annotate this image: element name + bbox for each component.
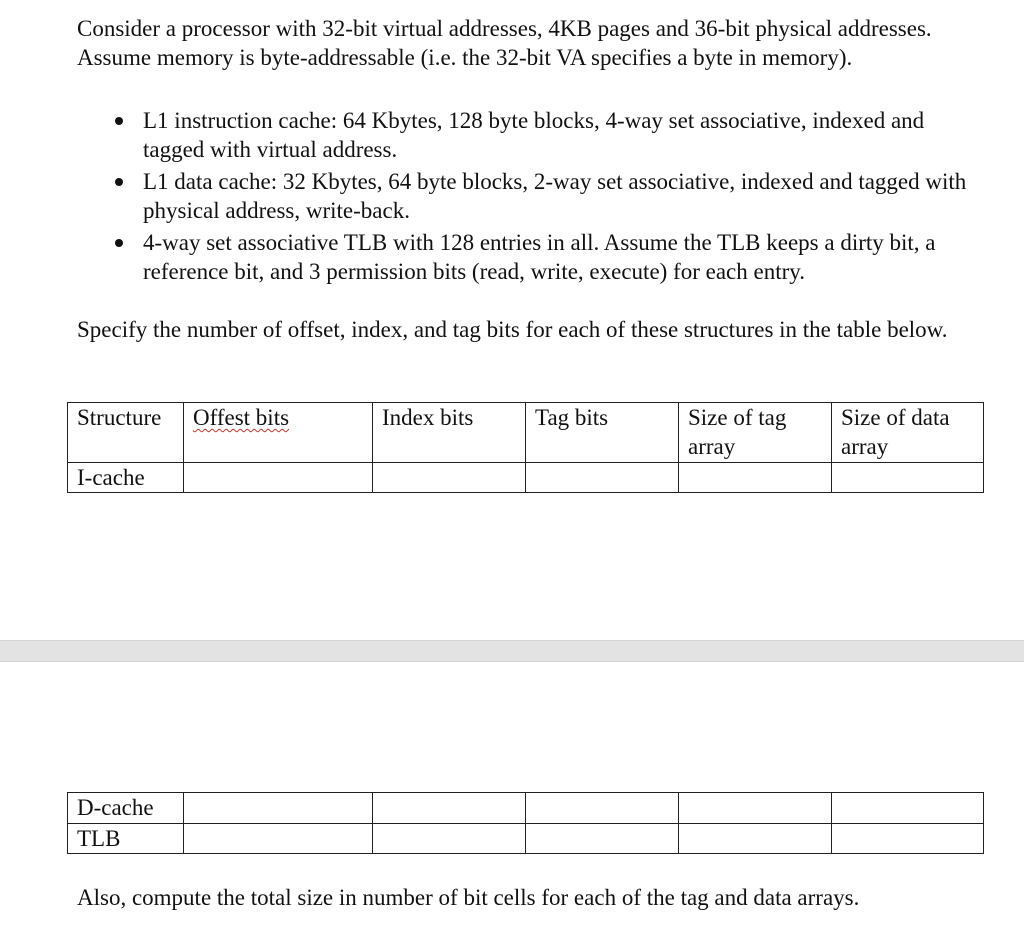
bullet-icon — [115, 239, 123, 247]
footer-paragraph: Also, compute the total size in number of bit cells for each of the tag and data arrays. — [77, 885, 860, 910]
list-item-icache: L1 instruction cache: 64 Kbytes, 128 byte blocks, 4-way set associative, indexed and tagged with virtual address. — [143, 108, 925, 162]
instructions-paragraph: Specify the number of offset, index, and tag bits for each of these structures in the table below. — [77, 317, 948, 342]
header-offset-bits-label: Offest bits — [193, 405, 290, 430]
header-index-bits: Index bits — [373, 403, 526, 463]
header-offset-bits — [184, 403, 373, 463]
bullet-icon — [115, 117, 123, 125]
tlb-data-array-cell[interactable] — [832, 824, 984, 854]
tlb-offset-cell[interactable] — [184, 824, 373, 854]
list-item-tlb: 4-way set associative TLB with 128 entries in all. Assume the TLB keeps a dirty bit, a reference bit, and 3 permission bits (read, write, execute) for each entry. — [143, 230, 936, 284]
table-row-dcache — [68, 793, 984, 824]
intro-paragraph: Consider a processor with 32-bit virtual addresses, 4KB pages and 36-bit physical addresses. Assume memory is byte-addressable (i.e. the 32-bit VA specifies a byte in memory). — [77, 16, 932, 70]
dcache-tag-cell[interactable] — [526, 793, 679, 824]
dcache-tag-array-cell[interactable] — [679, 793, 832, 824]
dcache-index-cell[interactable] — [373, 793, 526, 824]
page-break-divider — [0, 640, 1024, 662]
table-header-row — [68, 403, 984, 463]
list-item-dcache: L1 data cache: 32 Kbytes, 64 byte blocks, 2-way set associative, indexed and tagged with physical address, write-back. — [143, 169, 967, 223]
row-label-dcache: D-cache — [68, 793, 184, 824]
row-label-tlb: TLB — [68, 824, 184, 854]
dcache-offset-cell[interactable] — [184, 793, 373, 824]
header-data-array-size: Size of data array — [832, 403, 984, 463]
dcache-data-array-cell[interactable] — [832, 793, 984, 824]
header-tag-array-size: Size of tag array — [679, 403, 832, 463]
answer-table-top — [67, 402, 984, 493]
table-row-icache — [68, 463, 984, 493]
icache-index-cell[interactable] — [373, 463, 526, 493]
icache-offset-cell[interactable] — [184, 463, 373, 493]
icache-data-array-cell[interactable] — [832, 463, 984, 493]
row-label-icache: I-cache — [68, 463, 184, 493]
table-row-tlb — [68, 824, 984, 854]
header-tag-bits: Tag bits — [526, 403, 679, 463]
tlb-index-cell[interactable] — [373, 824, 526, 854]
icache-tag-cell[interactable] — [526, 463, 679, 493]
tlb-tag-array-cell[interactable] — [679, 824, 832, 854]
header-structure: Structure — [68, 403, 184, 463]
icache-tag-array-cell[interactable] — [679, 463, 832, 493]
tlb-tag-cell[interactable] — [526, 824, 679, 854]
bullet-icon — [115, 178, 123, 186]
answer-table-bottom — [67, 792, 984, 854]
